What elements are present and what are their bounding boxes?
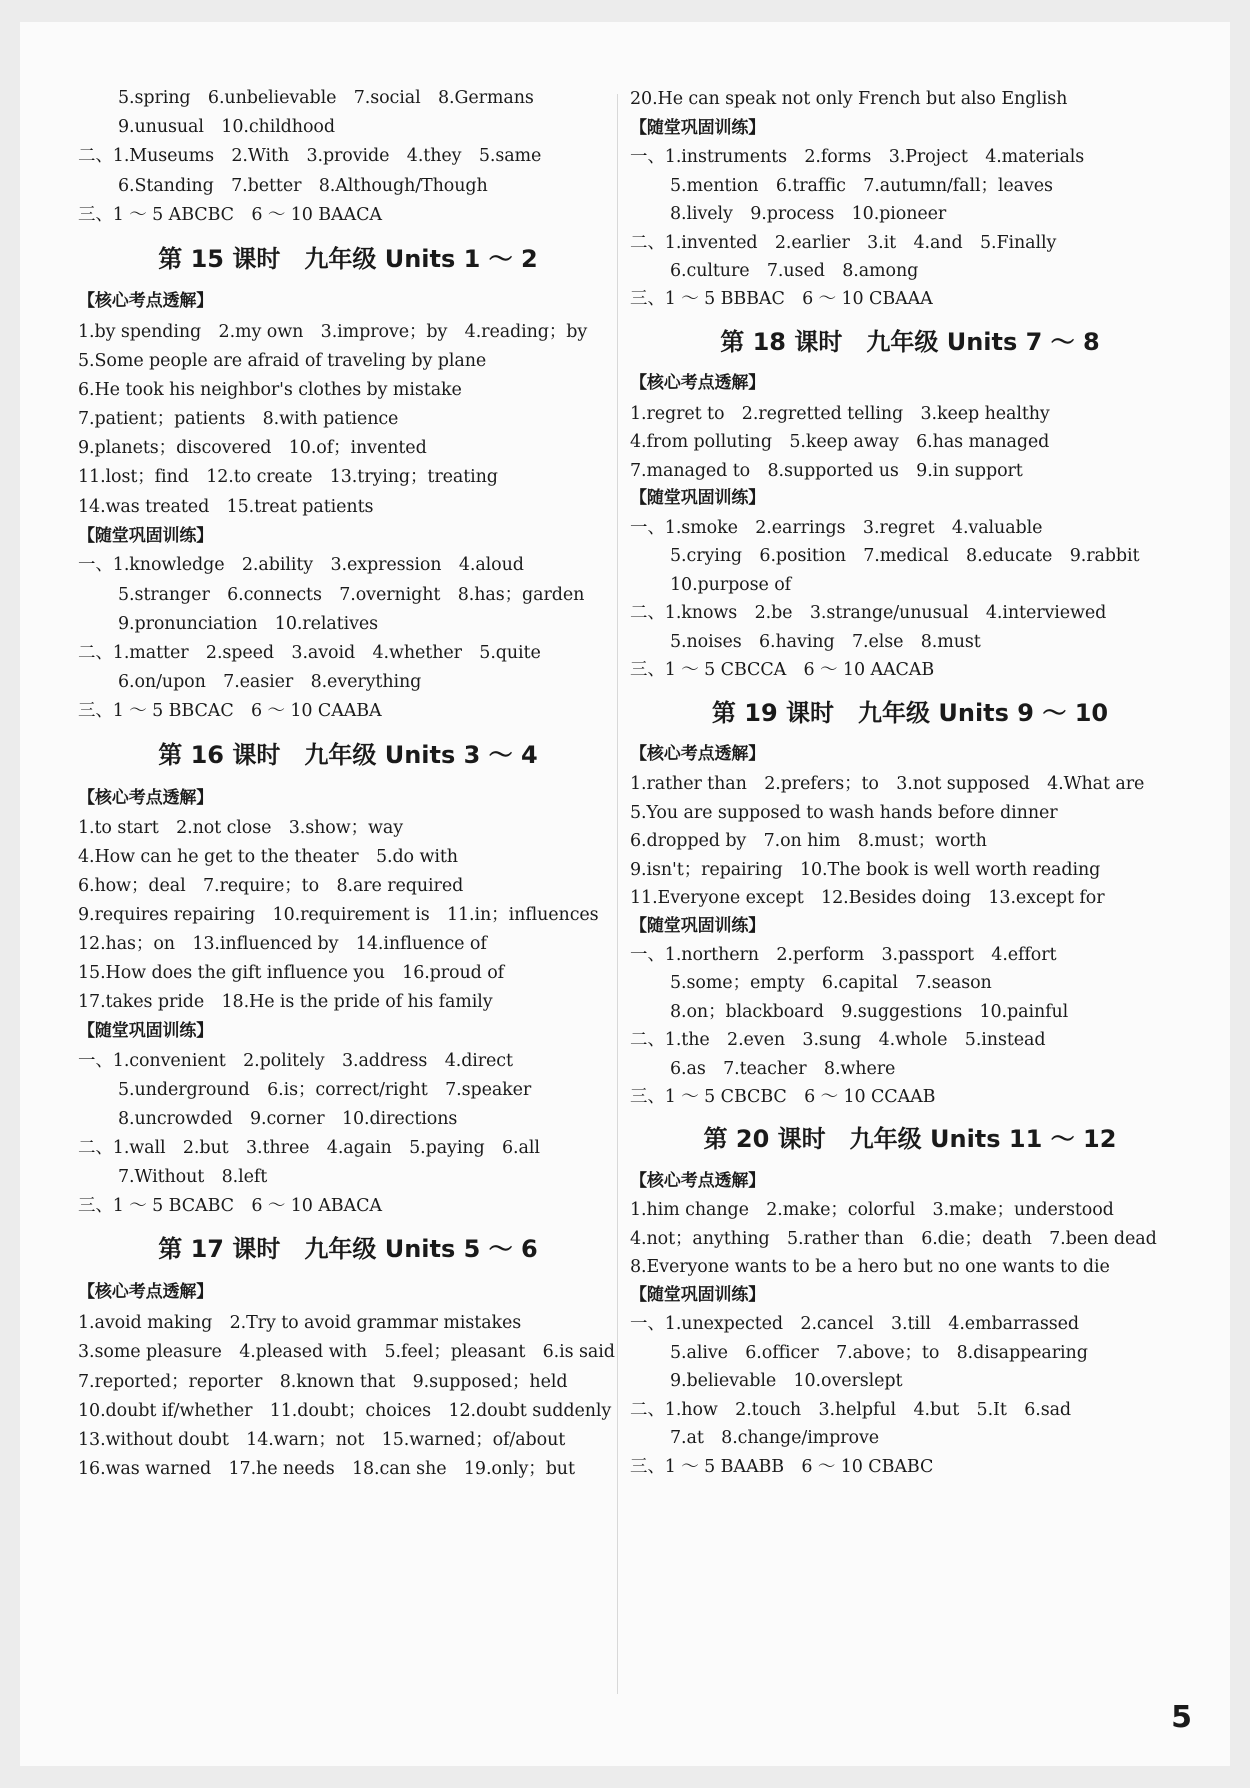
answer-line: 20.He can speak not only French but also English — [630, 89, 1068, 109]
answer-line: 一、1.smoke 2.earrings 3.regret 4.valuable — [630, 518, 1043, 538]
answer-line: 一、1.instruments 2.forms 3.Project 4.materials — [630, 147, 1085, 167]
answer-line: 6.dropped by 7.on him 8.must；worth — [630, 831, 987, 851]
section-heading: 【随堂巩固训练】 — [78, 1021, 214, 1041]
answer-line: 三、1 ～ 5 CBCBC 6 ～ 10 CCAAB — [630, 1087, 936, 1107]
answer-line: 4.from polluting 5.keep away 6.has managed — [630, 432, 1050, 452]
answer-line: 11.Everyone except 12.Besides doing 13.except for — [630, 888, 1105, 908]
answer-line: 4.How can he get to the theater 5.do with — [78, 847, 458, 867]
answer-line: 一、1.unexpected 2.cancel 3.till 4.embarrassed — [630, 1314, 1079, 1334]
lesson-15-title: 第 15 课时 九年级 Units 1 ～ 2 — [158, 245, 538, 273]
answer-line: 11.lost；find 12.to create 13.trying；treating — [78, 467, 498, 487]
answer-line: 6.He took his neighbor's clothes by mistake — [78, 380, 462, 400]
section-heading: 【核心考点透解】 — [630, 373, 766, 393]
section-heading: 【随堂巩固训练】 — [630, 488, 766, 508]
answer-line: 15.How does the gift influence you 16.proud of — [78, 963, 505, 983]
section-heading: 【核心考点透解】 — [630, 1171, 766, 1191]
answer-line: 6.Standing 7.better 8.Although/Though — [118, 176, 488, 196]
answer-line: 5.stranger 6.connects 7.overnight 8.has；garden — [118, 585, 585, 605]
section-heading: 【核心考点透解】 — [78, 788, 214, 808]
answer-line: 二、1.the 2.even 3.sung 4.whole 5.instead — [630, 1030, 1046, 1050]
answer-line: 5.underground 6.is；correct/right 7.speaker — [118, 1080, 532, 1100]
answer-line: 1.regret to 2.regretted telling 3.keep healthy — [630, 404, 1050, 424]
answer-line: 二、1.matter 2.speed 3.avoid 4.whether 5.quite — [78, 643, 541, 663]
answer-line: 17.takes pride 18.He is the pride of his family — [78, 992, 493, 1012]
answer-line: 8.lively 9.process 10.pioneer — [670, 204, 947, 224]
answer-line: 8.uncrowded 9.corner 10.directions — [118, 1109, 458, 1129]
answer-line: 6.how；deal 7.require；to 8.are required — [78, 876, 464, 896]
section-heading: 【随堂巩固训练】 — [630, 1285, 766, 1305]
answer-line: 5.some；empty 6.capital 7.season — [670, 973, 992, 993]
section-heading: 【核心考点透解】 — [78, 291, 214, 311]
lesson-16-title: 第 16 课时 九年级 Units 3 ～ 4 — [158, 741, 538, 769]
answer-line: 3.some pleasure 4.pleased with 5.feel；pleasant 6.is said — [78, 1342, 615, 1362]
answer-line: 14.was treated 15.treat patients — [78, 497, 374, 517]
answer-line: 7.patient；patients 8.with patience — [78, 409, 399, 429]
answer-line: 一、1.northern 2.perform 3.passport 4.effort — [630, 945, 1057, 965]
answer-line: 三、1 ～ 5 BBCAC 6 ～ 10 CAABA — [78, 701, 382, 721]
answer-line: 二、1.wall 2.but 3.three 4.again 5.paying 6.all — [78, 1138, 540, 1158]
answer-line: 8.Everyone wants to be a hero but no one wants to die — [630, 1257, 1110, 1277]
page-number: 5 — [1171, 1700, 1192, 1735]
answer-line: 三、1 ～ 5 CBCCA 6 ～ 10 AACAB — [630, 660, 935, 680]
answer-line: 二、1.invented 2.earlier 3.it 4.and 5.Finally — [630, 233, 1057, 253]
column-divider — [617, 94, 618, 1694]
answer-line: 6.as 7.teacher 8.where — [670, 1059, 896, 1079]
answer-line: 一、1.convenient 2.politely 3.address 4.direct — [78, 1051, 513, 1071]
answer-line: 二、1.Museums 2.With 3.provide 4.they 5.same — [78, 146, 542, 166]
answer-line: 9.believable 10.overslept — [670, 1371, 903, 1391]
answer-line: 4.not；anything 5.rather than 6.die；death 7.been dead — [630, 1229, 1157, 1249]
answer-line: 二、1.how 2.touch 3.helpful 4.but 5.It 6.sad — [630, 1400, 1072, 1420]
answer-line: 5.spring 6.unbelievable 7.social 8.Germans — [118, 88, 534, 108]
lesson-19-title: 第 19 课时 九年级 Units 9 ～ 10 — [711, 699, 1109, 727]
answer-key-page — [20, 22, 1230, 1766]
section-heading: 【随堂巩固训练】 — [630, 916, 766, 936]
answer-line: 一、1.knowledge 2.ability 3.expression 4.aloud — [78, 555, 524, 575]
answer-line: 10.purpose of — [670, 575, 792, 595]
answer-line: 9.pronunciation 10.relatives — [118, 614, 379, 634]
answer-line: 1.avoid making 2.Try to avoid grammar mistakes — [78, 1313, 522, 1333]
answer-line: 二、1.knows 2.be 3.strange/unusual 4.interviewed — [630, 603, 1107, 623]
answer-line: 1.him change 2.make；colorful 3.make；understood — [630, 1200, 1114, 1220]
answer-line: 三、1 ～ 5 ABCBC 6 ～ 10 BAACA — [78, 205, 382, 225]
answer-line: 7.at 8.change/improve — [670, 1428, 880, 1448]
lesson-17-title: 第 17 课时 九年级 Units 5 ～ 6 — [158, 1235, 538, 1263]
answer-line: 9.isn't；repairing 10.The book is well worth reading — [630, 860, 1101, 880]
answer-line: 5.noises 6.having 7.else 8.must — [670, 632, 981, 652]
answer-line: 6.culture 7.used 8.among — [670, 261, 919, 281]
answer-line: 三、1 ～ 5 BBBAC 6 ～ 10 CBAAA — [630, 289, 933, 309]
answer-line: 5.alive 6.officer 7.above；to 8.disappearing — [670, 1343, 1088, 1363]
answer-line: 6.on/upon 7.easier 8.everything — [118, 672, 422, 692]
answer-line: 9.planets；discovered 10.of；invented — [78, 438, 427, 458]
section-heading: 【随堂巩固训练】 — [78, 526, 214, 546]
answer-line: 7.managed to 8.supported us 9.in support — [630, 461, 1023, 481]
section-heading: 【核心考点透解】 — [78, 1282, 214, 1302]
answer-line: 9.unusual 10.childhood — [118, 117, 335, 137]
lesson-18-title: 第 18 课时 九年级 Units 7 ～ 8 — [720, 328, 1100, 356]
answer-line: 1.to start 2.not close 3.show；way — [78, 818, 404, 838]
answer-line: 13.without doubt 14.warn；not 15.warned；of/about — [78, 1430, 566, 1450]
lesson-20-title: 第 20 课时 九年级 Units 11 ～ 12 — [703, 1125, 1117, 1153]
answer-line: 5.mention 6.traffic 7.autumn/fall；leaves — [670, 176, 1053, 196]
answer-line: 1.by spending 2.my own 3.improve；by 4.reading；by — [78, 322, 588, 342]
answer-line: 9.requires repairing 10.requirement is 11.in；influences — [78, 905, 599, 925]
answer-line: 7.reported；reporter 8.known that 9.supposed；held — [78, 1372, 568, 1392]
section-heading: 【核心考点透解】 — [630, 744, 766, 764]
section-heading: 【随堂巩固训练】 — [630, 118, 766, 138]
answer-line: 10.doubt if/whether 11.doubt；choices 12.doubt suddenly — [78, 1401, 612, 1421]
answer-line: 5.Some people are afraid of traveling by plane — [78, 351, 487, 371]
answer-line: 1.rather than 2.prefers；to 3.not supposed 4.What are — [630, 774, 1145, 794]
answer-line: 12.has；on 13.influenced by 14.influence of — [78, 934, 487, 954]
answer-line: 三、1 ～ 5 BCABC 6 ～ 10 ABACA — [78, 1196, 382, 1216]
answer-line: 16.was warned 17.he needs 18.can she 19.only；but — [78, 1459, 575, 1479]
answer-line: 三、1 ～ 5 BAABB 6 ～ 10 CBABC — [630, 1457, 934, 1477]
answer-line: 7.Without 8.left — [118, 1167, 268, 1187]
answer-line: 5.crying 6.position 7.medical 8.educate 9.rabbit — [670, 546, 1140, 566]
answer-line: 5.You are supposed to wash hands before dinner — [630, 803, 1058, 823]
answer-line: 8.on；blackboard 9.suggestions 10.painful — [670, 1002, 1069, 1022]
